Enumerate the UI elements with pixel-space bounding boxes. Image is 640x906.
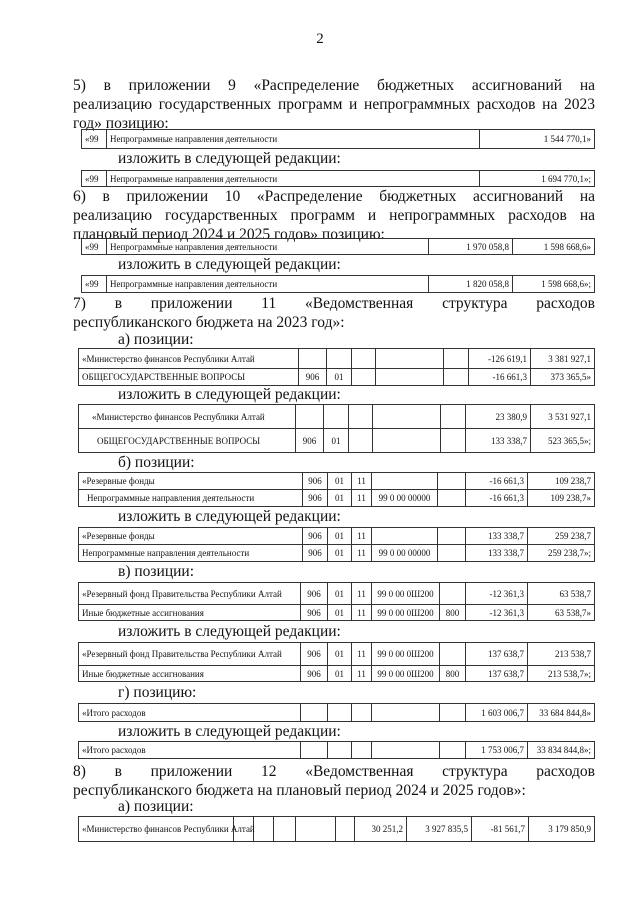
paragraph-7-line-1: 7) в приложении 11 «Ведомственная структура расходов xyxy=(73,295,595,312)
section-cell: 01 xyxy=(328,583,352,605)
section-cell: 01 xyxy=(328,605,352,621)
empty-cell xyxy=(440,742,466,759)
code-cell: «99 xyxy=(82,276,107,293)
table-app10-old xyxy=(81,238,595,255)
table-row xyxy=(79,704,595,722)
name-cell: ОБЩЕГОСУДАРСТВЕННЫЕ ВОПРОСЫ xyxy=(79,429,296,453)
paragraph-6 xyxy=(73,187,595,244)
table-row xyxy=(79,666,595,682)
table-app11-b-new xyxy=(78,527,595,562)
change-cell: -16 661,3 xyxy=(466,473,528,490)
amount-cell: 259 238,7»; xyxy=(528,545,595,562)
change-cell: -16 661,3 xyxy=(469,369,531,386)
empty-cell xyxy=(274,817,296,842)
name-cell: «Резервный фонд Правительства Республики Алтай xyxy=(79,583,301,605)
table-row xyxy=(79,817,595,842)
section-cell xyxy=(324,405,349,429)
empty-cell xyxy=(296,817,336,842)
name-cell: Непрограммные направления деятельности xyxy=(107,239,429,255)
change-cell: 133 338,7 xyxy=(466,545,528,562)
ministry-code-cell: 906 xyxy=(301,643,328,666)
name-cell: «Итого расходов xyxy=(79,742,301,759)
expense-type-cell xyxy=(444,349,469,369)
table-row xyxy=(79,605,595,621)
table-row xyxy=(79,349,595,369)
table-row xyxy=(82,239,595,255)
table-row xyxy=(79,473,595,490)
amount-2024-cell: 3 927 835,5 xyxy=(407,817,472,842)
table-app11-g-old xyxy=(78,703,595,722)
ministry-code-cell xyxy=(299,349,327,369)
change-2025-cell: -81 561,7 xyxy=(472,817,529,842)
target-article-cell xyxy=(376,369,444,386)
section-cell: 01 xyxy=(327,369,352,386)
change-2024-cell: 30 251,2 xyxy=(355,817,407,842)
expense-type-cell xyxy=(438,490,466,507)
target-article-cell xyxy=(373,405,441,429)
subsection-cell xyxy=(352,369,376,386)
section-cell: 01 xyxy=(328,473,352,490)
empty-cell xyxy=(301,742,328,759)
expense-type-cell: 800 xyxy=(440,666,466,682)
name-cell: Непрограммные направления деятельности xyxy=(107,276,429,293)
name-cell: «Итого расходов xyxy=(79,704,301,722)
subitem-a-positions: а) позиции: xyxy=(118,331,194,348)
table-row xyxy=(79,369,595,386)
subitem-g-position: г) позицию: xyxy=(118,684,197,701)
value-2025-cell: 1 598 668,6» xyxy=(513,239,595,255)
name-cell: Непрограммные направления деятельности xyxy=(107,171,480,187)
table-row xyxy=(79,429,595,453)
paragraph-7-line-2: республиканского бюджета на 2023 год»: xyxy=(73,314,345,331)
amount-cell: 109 238,7 xyxy=(528,473,595,490)
expense-type-cell: 800 xyxy=(440,605,466,621)
table-row xyxy=(82,171,595,187)
replace-phrase-3: изложить в следующей редакции: xyxy=(118,386,341,403)
name-cell: «Министерство финансов Республики Алтай xyxy=(79,405,296,429)
target-article-cell: 99 0 00 0Ш200 xyxy=(372,605,440,621)
paragraph-5-line-1: 5) в приложении 9 «Распределение бюджетных ассигнований на xyxy=(73,77,595,94)
change-cell: -12 361,3 xyxy=(466,605,528,621)
expense-type-cell xyxy=(440,583,466,605)
name-cell: «Резервные фонды xyxy=(79,528,303,545)
empty-cell xyxy=(301,704,328,722)
section-cell: 01 xyxy=(328,545,352,562)
expense-type-cell xyxy=(438,528,466,545)
section-cell xyxy=(327,349,352,369)
empty-cell xyxy=(372,704,440,722)
target-article-cell: 99 0 00 0Ш200 xyxy=(372,643,440,666)
name-cell: Непрограммные направления деятельности xyxy=(107,130,480,149)
value-2025-cell: 1 598 668,6»; xyxy=(513,276,595,293)
ministry-code-cell: 906 xyxy=(303,473,328,490)
amount-cell: 213 538,7 xyxy=(528,643,595,666)
amount-cell: 213 538,7»; xyxy=(528,666,595,682)
paragraph-6-line-3: плановый период 2024 и 2025 годов» позицию: xyxy=(73,226,385,243)
section-cell: 01 xyxy=(328,490,352,507)
subitem-b-positions: б) позиции: xyxy=(118,454,195,471)
table-app10-new xyxy=(81,275,595,293)
paragraph-6-line-2: реализацию государственных программ и непрограммных расходов на xyxy=(73,207,595,224)
paragraph-8 xyxy=(73,762,595,800)
ministry-code-cell: 906 xyxy=(303,545,328,562)
subsection-cell: 11 xyxy=(352,545,372,562)
name-cell: «Резервный фонд Правительства Республики Алтай xyxy=(79,643,301,666)
value-2024-cell: 1 970 058,8 xyxy=(429,239,513,255)
table-app11-b-old xyxy=(78,472,595,507)
expense-type-cell xyxy=(444,369,469,386)
target-article-cell xyxy=(376,349,444,369)
target-article-cell xyxy=(372,473,438,490)
table-app11-a-old xyxy=(78,348,595,386)
subsection-cell: 11 xyxy=(352,473,372,490)
page-number: 2 xyxy=(316,31,324,47)
replace-phrase-2: изложить в следующей редакции: xyxy=(118,256,341,273)
name-cell: «Министерство финансов Республики Алтай xyxy=(79,817,234,842)
section-cell: 01 xyxy=(328,528,352,545)
target-article-cell: 99 0 00 0Ш200 xyxy=(372,583,440,605)
expense-type-cell xyxy=(438,545,466,562)
empty-cell xyxy=(352,742,372,759)
ministry-code-cell: 906 xyxy=(303,490,328,507)
name-cell: Непрограммные направления деятельности xyxy=(79,545,303,562)
empty-cell xyxy=(440,704,466,722)
amount-cell: 109 238,7» xyxy=(528,490,595,507)
table-row xyxy=(79,405,595,429)
empty-cell xyxy=(328,742,352,759)
table-row xyxy=(79,742,595,759)
table-row xyxy=(82,276,595,293)
name-cell: «Резервные фонды xyxy=(79,473,303,490)
table-app9-old xyxy=(81,129,595,149)
amount-cell: 523 365,5»; xyxy=(531,429,595,453)
empty-cell xyxy=(254,817,274,842)
target-article-cell: 99 0 00 0Ш200 xyxy=(372,666,440,682)
empty-cell xyxy=(328,704,352,722)
change-cell: 137 638,7 xyxy=(466,666,528,682)
amount-cell: 63 538,7» xyxy=(528,605,595,621)
amount-cell: 63 538,7 xyxy=(528,583,595,605)
amount-cell: 3 531 927,1 xyxy=(531,405,595,429)
table-app11-v-old xyxy=(78,582,595,621)
amount-cell: 33 834 844,8»; xyxy=(528,742,595,759)
amount-cell: 259 238,7 xyxy=(528,528,595,545)
subsection-cell: 11 xyxy=(352,583,372,605)
change-cell: -16 661,3 xyxy=(466,490,528,507)
subitem-a-positions-2: а) позиции: xyxy=(118,798,194,815)
table-app11-g-new xyxy=(78,741,595,759)
table-app11-a-new xyxy=(78,404,595,453)
table-row xyxy=(79,528,595,545)
name-cell: Непрограммные направления деятельности xyxy=(79,490,303,507)
table-row xyxy=(82,130,595,149)
expense-type-cell xyxy=(441,405,466,429)
empty-cell xyxy=(352,704,372,722)
replace-phrase-5: изложить в следующей редакции: xyxy=(118,623,341,640)
target-article-cell: 99 0 00 00000 xyxy=(372,545,438,562)
table-app9-new xyxy=(81,170,595,187)
amount-cell: 3 381 927,1 xyxy=(531,349,595,369)
replace-phrase-6: изложить в следующей редакции: xyxy=(118,723,341,740)
subsection-cell xyxy=(349,429,373,453)
ministry-code-cell xyxy=(296,405,324,429)
empty-cell xyxy=(336,817,355,842)
change-cell: 1 603 006,7 xyxy=(466,704,528,722)
paragraph-5 xyxy=(73,76,595,133)
ministry-code-cell: 906 xyxy=(301,666,328,682)
code-cell: «99 xyxy=(82,239,107,255)
expense-type-cell xyxy=(440,643,466,666)
table-row xyxy=(79,545,595,562)
paragraph-7 xyxy=(73,294,595,332)
table-app11-v-new xyxy=(78,642,595,682)
ministry-code-cell: 906 xyxy=(296,429,324,453)
subsection-cell xyxy=(352,349,376,369)
replace-phrase-1: изложить в следующей редакции: xyxy=(118,150,341,167)
paragraph-8-line-2: республиканского бюджета на плановый период 2024 и 2025 годов»: xyxy=(73,782,526,799)
value-cell: 1 544 770,1» xyxy=(480,130,595,149)
name-cell: Иные бюджетные ассигнования xyxy=(79,605,301,621)
section-cell: 01 xyxy=(328,666,352,682)
amount-cell: 33 684 844,8» xyxy=(528,704,595,722)
change-cell: 133 338,7 xyxy=(466,528,528,545)
change-cell: 137 638,7 xyxy=(466,643,528,666)
name-cell: «Министерство финансов Республики Алтай xyxy=(79,349,299,369)
table-row xyxy=(79,643,595,666)
table-app12-a-old xyxy=(78,816,595,842)
table-row xyxy=(79,490,595,507)
name-cell: ОБЩЕГОСУДАРСТВЕННЫЕ ВОПРОСЫ xyxy=(79,369,299,386)
section-cell: 01 xyxy=(324,429,349,453)
change-cell: -12 361,3 xyxy=(466,583,528,605)
paragraph-6-line-1: 6) в приложении 10 «Распределение бюджетных ассигнований на xyxy=(73,188,595,205)
subitem-v-positions: в) позиции: xyxy=(118,563,195,580)
amount-2025-cell: 3 179 850,9 xyxy=(529,817,595,842)
paragraph-5-line-2: реализацию государственных программ и непрограммных расходов на 2023 xyxy=(73,96,595,113)
ministry-code-cell: 906 xyxy=(301,605,328,621)
ministry-code-cell: 906 xyxy=(303,528,328,545)
subsection-cell: 11 xyxy=(352,643,372,666)
subsection-cell xyxy=(349,405,373,429)
subsection-cell: 11 xyxy=(352,528,372,545)
expense-type-cell xyxy=(438,473,466,490)
paragraph-5-line-3: год» позицию: xyxy=(73,115,169,132)
code-cell: «99 xyxy=(82,171,107,187)
change-cell: -126 619,1 xyxy=(469,349,531,369)
table-row xyxy=(79,583,595,605)
target-article-cell xyxy=(373,429,441,453)
subsection-cell: 11 xyxy=(352,490,372,507)
target-article-cell xyxy=(372,528,438,545)
target-article-cell: 99 0 00 00000 xyxy=(372,490,438,507)
ministry-code-cell: 906 xyxy=(301,583,328,605)
amount-cell: 373 365,5» xyxy=(531,369,595,386)
value-cell: 1 694 770,1»; xyxy=(480,171,595,187)
change-cell: 23 380,9 xyxy=(466,405,531,429)
expense-type-cell xyxy=(441,429,466,453)
subsection-cell: 11 xyxy=(352,605,372,621)
paragraph-8-line-1: 8) в приложении 12 «Ведомственная структура расходов xyxy=(73,763,595,780)
code-cell: «99 xyxy=(82,130,107,149)
value-2024-cell: 1 820 058,8 xyxy=(429,276,513,293)
change-cell: 1 753 006,7 xyxy=(466,742,528,759)
section-cell: 01 xyxy=(328,643,352,666)
name-cell: Иные бюджетные ассигнования xyxy=(79,666,301,682)
replace-phrase-4: изложить в следующей редакции: xyxy=(118,508,341,525)
change-cell: 133 338,7 xyxy=(466,429,531,453)
subsection-cell: 11 xyxy=(352,666,372,682)
empty-cell xyxy=(372,742,440,759)
ministry-code-cell: 906 xyxy=(299,369,327,386)
